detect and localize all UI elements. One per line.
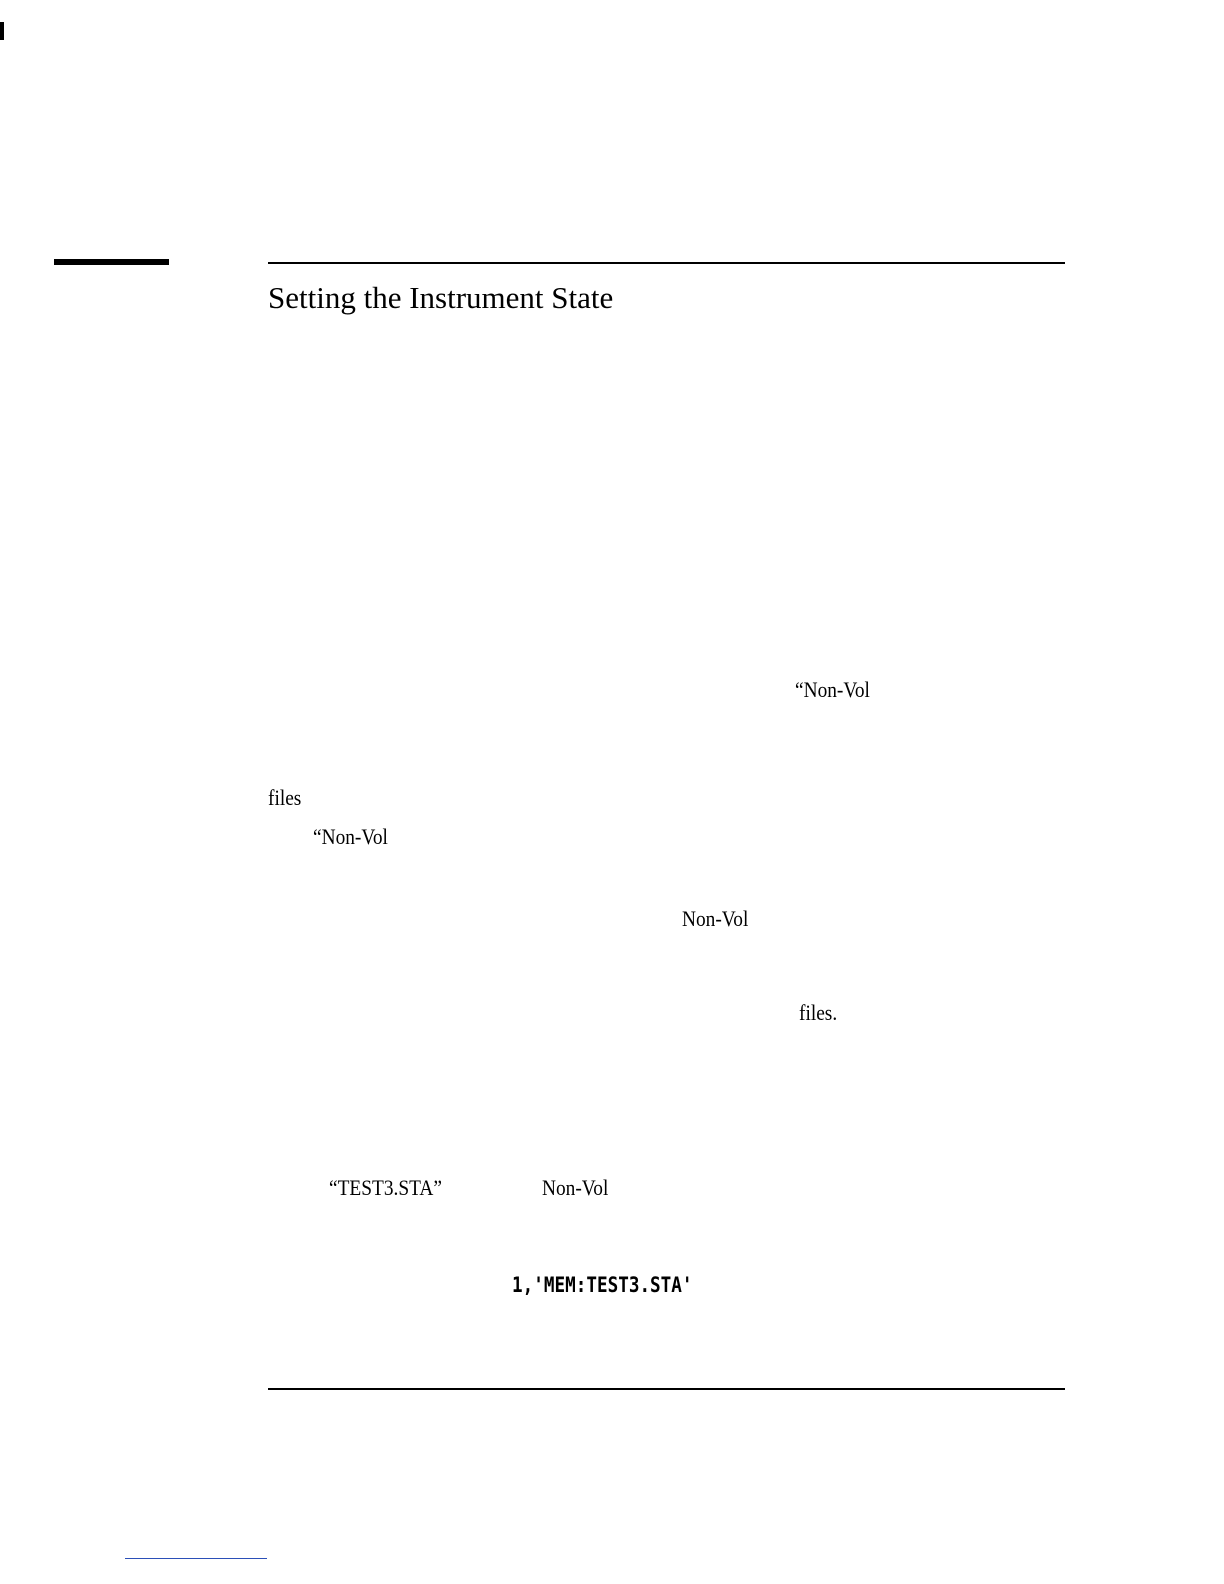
text-fragment-files-2: files. <box>799 1000 838 1025</box>
text-fragment-non-vol-3: Non-Vol <box>682 906 749 931</box>
text-fragment-non-vol-1: “Non-Vol <box>795 677 870 702</box>
text-fragment-non-vol-2: “Non-Vol <box>313 824 388 849</box>
footer-link-underline[interactable] <box>125 1558 267 1559</box>
text-fragment-test3-sta: “TEST3.STA” <box>329 1175 442 1200</box>
section-tab-bar <box>54 259 169 265</box>
code-example: 1,'MEM:TEST3.STA' <box>512 1273 693 1297</box>
page-title: Setting the Instrument State <box>268 280 614 315</box>
header-rule <box>268 262 1065 264</box>
text-fragment-files-1: files <box>268 785 302 810</box>
text-fragment-non-vol-4: Non-Vol <box>542 1175 609 1200</box>
page-edge-mark <box>0 22 4 40</box>
footer-rule <box>268 1388 1065 1390</box>
